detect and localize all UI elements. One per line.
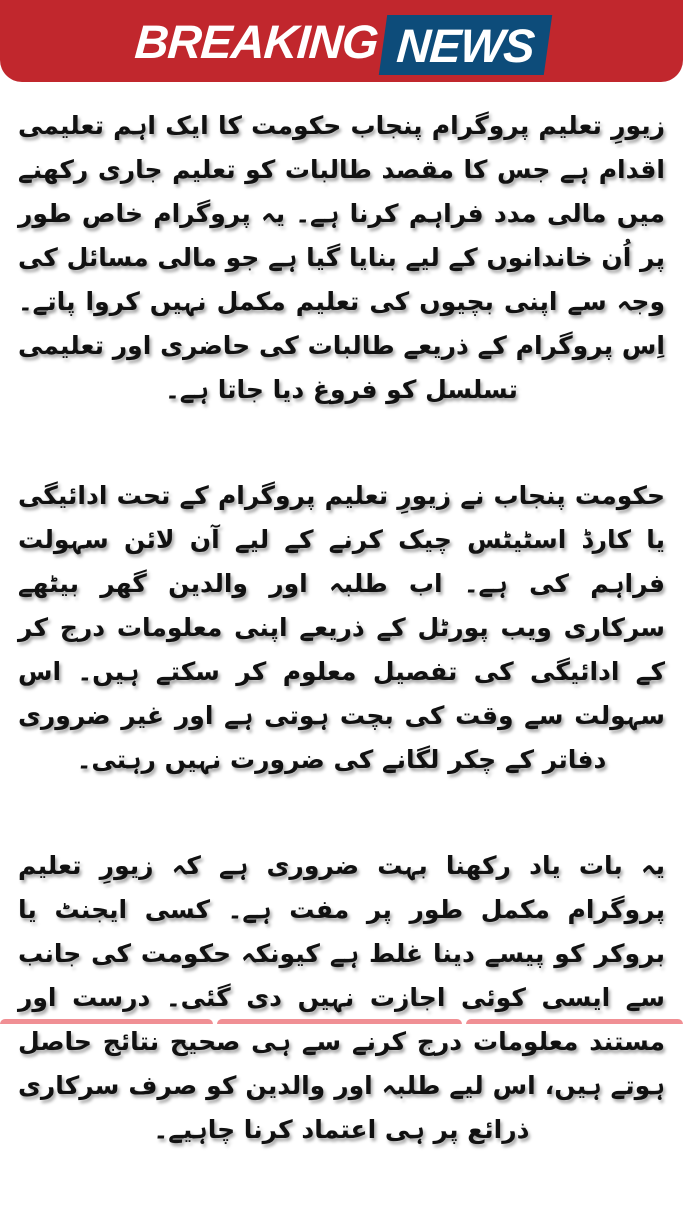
footer-tab-1[interactable] (0, 1019, 213, 1024)
footer-tab-bar (0, 1019, 683, 1024)
breaking-news-title (0, 0, 683, 82)
footer-tab-2[interactable] (217, 1019, 462, 1024)
article-paragraph-3: یہ بات یاد رکھنا بہت ضروری ہے کہ زیورِ تعلیم پروگرام مکمل طور پر مفت ہے۔ کسی ایجنٹ یا بروکر کو پیسے دینا غلط ہے کیونکہ حکومت کی جانب سے ایسی کوئی اجازت نہیں دی گئی۔ درست اور مستند معلومات درج کرنے سے ہی صحیح نتائج حاصل ہوتے ہیں، اس لیے طلبہ اور والدین کو صرف سرکاری ذرائع پر ہی اعتماد کرنا چاہیے۔ (18, 851, 665, 1144)
article-paragraph-2: حکومت پنجاب نے زیورِ تعلیم پروگرام کے تحت ادائیگی یا کارڈ اسٹیٹس چیک کرنے کے لیے آن لائن سہولت فراہم کی ہے۔ اب طلبہ اور والدین گھر بیٹھے سرکاری ویب پورٹل کے ذریعے اپنی معلومات درج کر کے ادائیگی کی تفصیل معلوم کر سکتے ہیں۔ اس سہولت سے وقت کی بچت ہوتی ہے اور غیر ضروری دفاتر کے چکر لگانے کی ضرورت نہیں رہتی۔ (18, 481, 665, 774)
news-label-box (379, 15, 552, 75)
footer-tab-3[interactable] (466, 1019, 683, 1024)
breaking-label: BREAKING (132, 14, 380, 68)
article-paragraph-1: زیورِ تعلیم پروگرام پنجاب حکومت کا ایک اہم تعلیمی اقدام ہے جس کا مقصد طالبات کو تعلیم جاری رکھنے میں مالی مدد فراہم کرنا ہے۔ یہ پروگرام خاص طور پر اُن خاندانوں کے لیے بنایا گیا ہے جو مالی مسائل کی وجہ سے اپنی بچیوں کی تعلیم مکمل نہیں کروا پاتے۔ اِس پروگرام کے ذریعے طالبات کی حاضری اور تعلیمی تسلسل کو فروغ دیا جاتا ہے۔ (18, 111, 665, 404)
article-body (18, 104, 665, 1214)
news-label: NEWS (395, 18, 537, 72)
